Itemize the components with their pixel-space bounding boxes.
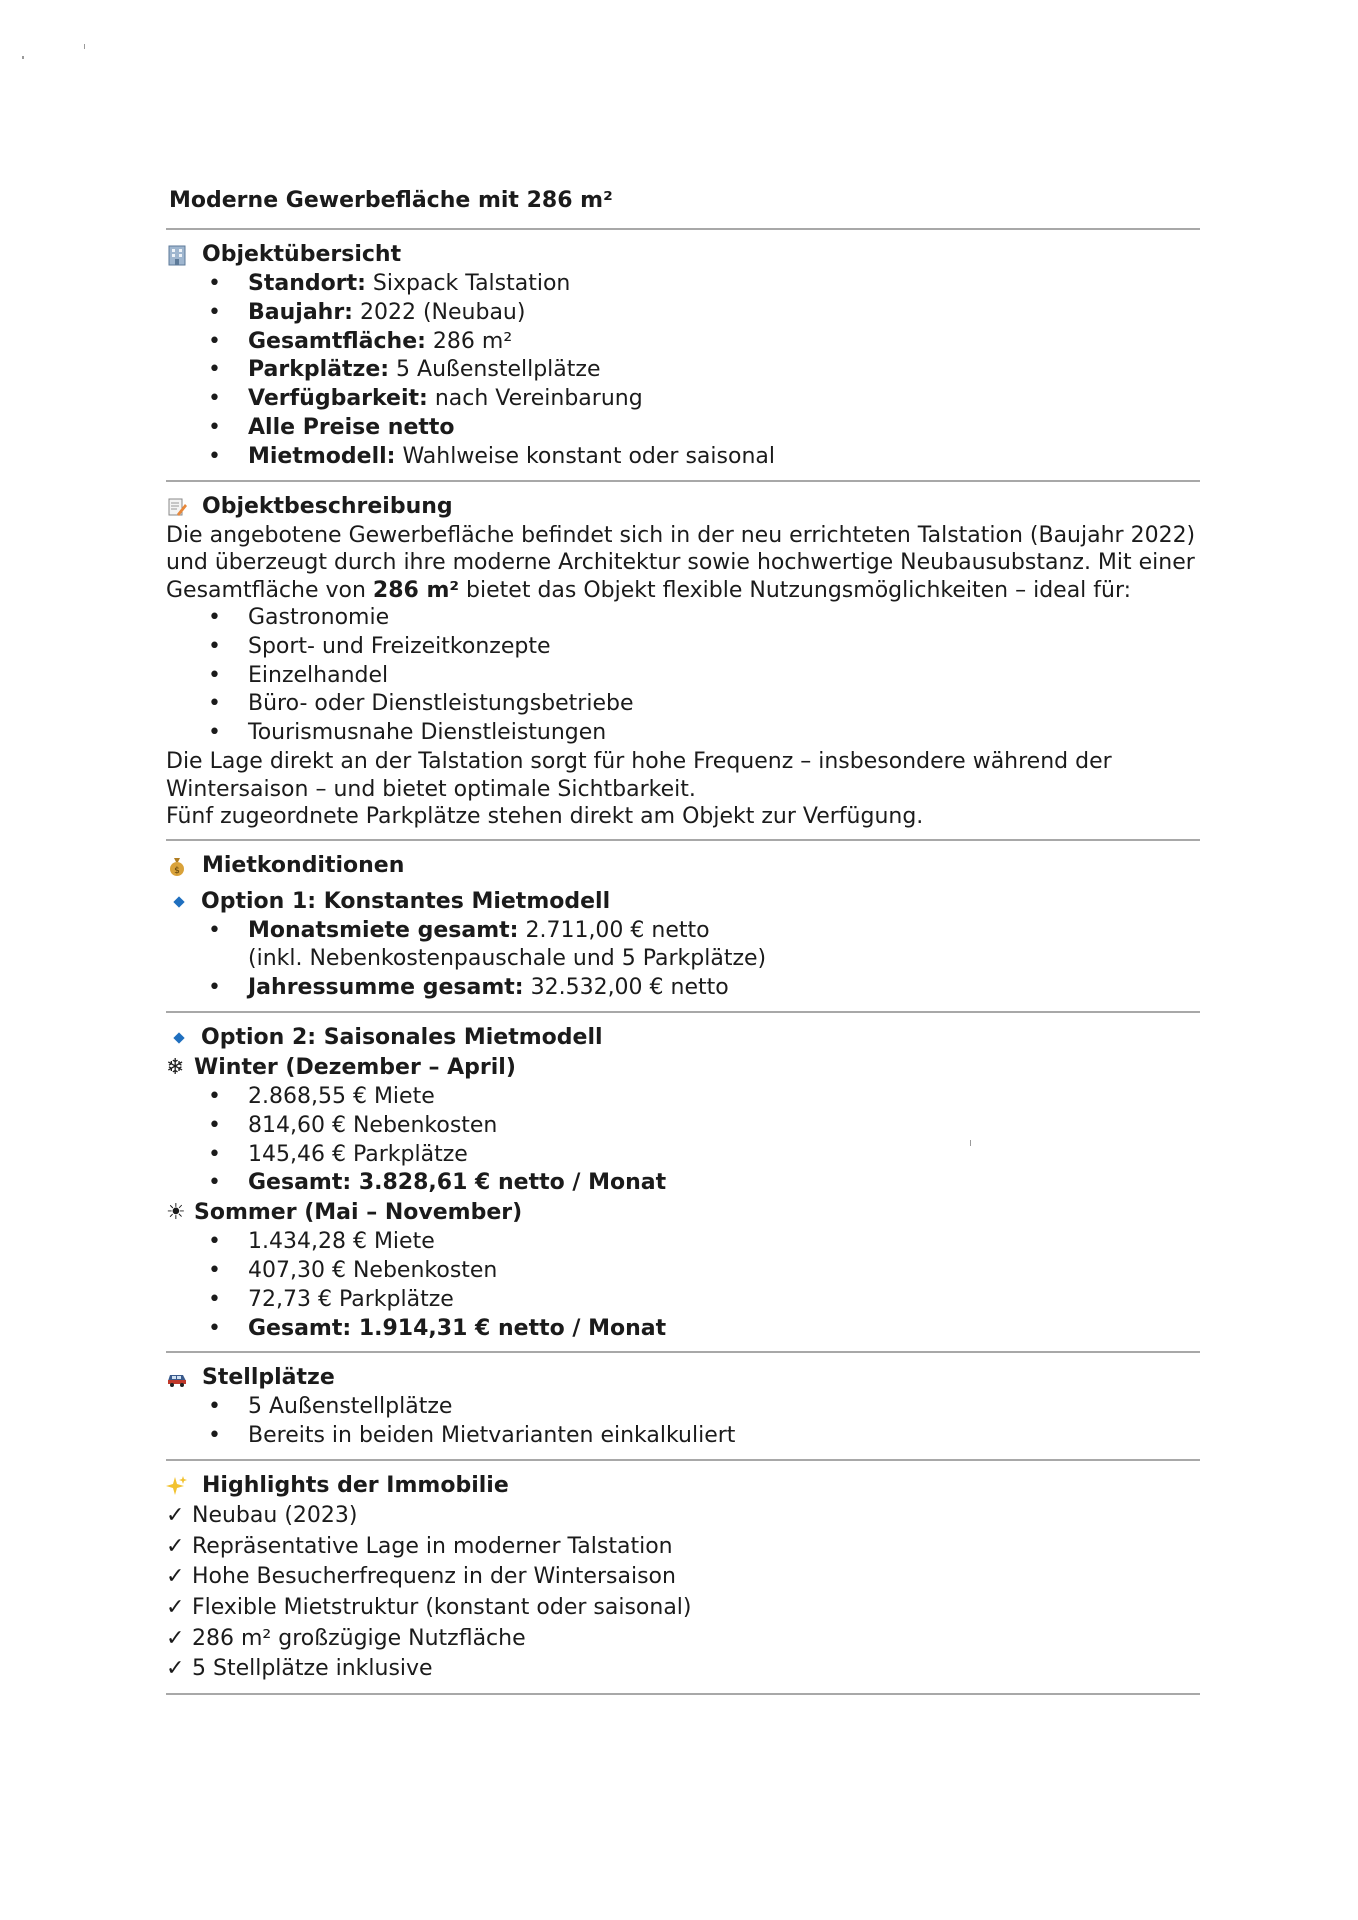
list-item: • Tourismusnahe Dienstleistungen [208, 719, 1200, 748]
highlights-heading [166, 1471, 1200, 1501]
section-divider [166, 228, 1200, 230]
parking-paragraph: Fünf zugeordnete Parkplätze stehen direkt am Objekt zur Verfügung. [166, 804, 924, 830]
winter-heading: ❄ Winter (Dezember – April) [166, 1053, 1200, 1083]
sun-icon: ☀ [166, 1200, 186, 1226]
section-divider [166, 1693, 1200, 1695]
section-divider [166, 1459, 1200, 1461]
option-1-list [166, 917, 1200, 1003]
scan-speck [22, 56, 24, 59]
title-strong: 286 m² [526, 188, 613, 213]
document-title [169, 186, 1200, 216]
overview-list [166, 270, 1200, 472]
check-icon: ✓ [166, 1564, 185, 1590]
snowflake-icon: ❄ [166, 1054, 185, 1080]
diamond-icon [173, 896, 184, 907]
list-item: • 407,30 € Nebenkosten [208, 1257, 1200, 1286]
car-icon [166, 1367, 188, 1389]
location-paragraph: Die Lage direkt an der Talstation sorgt für hohe Frequenz – insbesondere während der Wintersaison – und bietet optimale Sichtbarkeit. [166, 749, 1112, 802]
memo-icon [166, 496, 188, 518]
rent-heading [166, 851, 1200, 881]
svg-text:$: $ [174, 865, 180, 876]
list-item: • Gesamt: 1.914,31 € netto / Monat [208, 1315, 1200, 1344]
list-item: • Standort: Sixpack Talstation [208, 270, 1200, 299]
list-item: • Gesamt: 3.828,61 € netto / Monat [208, 1169, 1200, 1198]
list-item: ✓ Flexible Mietstruktur (konstant oder saisonal) [166, 1593, 1200, 1624]
option-1-heading: Option 1: Konstantes Mietmodell [166, 887, 1200, 917]
section-divider [166, 1011, 1200, 1013]
list-item: • Jahressumme gesamt: 32.532,00 € netto [208, 974, 1200, 1003]
list-item: ✓ Hohe Besucherfrequenz in der Wintersaison [166, 1562, 1200, 1593]
list-item: • Büro- oder Dienstleistungsbetriebe [208, 690, 1200, 719]
overview-heading [166, 240, 1200, 270]
highlights-heading-text: Highlights der Immobilie [202, 1472, 509, 1498]
building-icon [166, 244, 188, 266]
document-content [166, 186, 1200, 1705]
list-item: • Monatsmiete gesamt: 2.711,00 € netto (inkl. Nebenkostenpauschale und 5 Parkplätze) [208, 917, 1200, 975]
list-item: • Baujahr: 2022 (Neubau) [208, 299, 1200, 328]
parking-list [166, 1393, 1200, 1451]
check-icon: ✓ [166, 1595, 185, 1621]
list-item: • 814,60 € Nebenkosten [208, 1112, 1200, 1141]
list-item: • Alle Preise netto [208, 414, 1200, 443]
title-text: Moderne Gewerbefläche mit [169, 188, 527, 213]
list-item: • Sport- und Freizeitkonzepte [208, 633, 1200, 662]
section-divider [166, 839, 1200, 841]
list-item: • Mietmodell: Wahlweise konstant oder saisonal [208, 443, 1200, 472]
description-heading [166, 492, 1200, 522]
list-item: • Einzelhandel [208, 662, 1200, 691]
parking-heading [166, 1363, 1200, 1393]
list-item: • Verfügbarkeit: nach Vereinbarung [208, 385, 1200, 414]
summer-heading: ☀ Sommer (Mai – November) [166, 1198, 1200, 1228]
list-item: • 145,46 € Parkplätze [208, 1141, 1200, 1170]
section-divider [166, 480, 1200, 482]
section-divider [166, 1351, 1200, 1353]
highlights-list [166, 1501, 1200, 1685]
summer-list [166, 1228, 1200, 1343]
sparkles-icon [166, 1475, 188, 1497]
diamond-icon [173, 1032, 184, 1043]
uses-list [166, 604, 1200, 748]
winter-list [166, 1083, 1200, 1198]
list-item: • 72,73 € Parkplätze [208, 1286, 1200, 1315]
list-item: • Gastronomie [208, 604, 1200, 633]
description-paragraph: Die angebotene Gewerbefläche befindet sich in der neu errichteten Talstation (Baujahr 2022) und überzeugt durch ihre moderne Architektur sowie hochwertige Neubausubstanz. Mit einer Gesamtfläche von 286 m² bietet das Objekt flexible Nutzungsmöglichkeiten – ideal für: [166, 522, 1196, 603]
check-icon: ✓ [166, 1533, 185, 1559]
overview-heading-text: Objektübersicht [202, 242, 402, 267]
list-item: • Parkplätze: 5 Außenstellplätze [208, 356, 1200, 385]
list-item: • Gesamtfläche: 286 m² [208, 328, 1200, 357]
list-item: • 1.434,28 € Miete [208, 1228, 1200, 1257]
description-heading-text: Objektbeschreibung [202, 493, 453, 519]
money-bag-icon [166, 855, 188, 877]
rent-heading-text: Mietkonditionen [202, 852, 405, 878]
check-icon: ✓ [166, 1625, 185, 1651]
list-item: ✓ 5 Stellplätze inklusive [166, 1654, 1200, 1685]
check-icon: ✓ [166, 1502, 185, 1528]
option-2-heading: Option 2: Saisonales Mietmodell [166, 1023, 1200, 1053]
list-item: • Bereits in beiden Mietvarianten einkalkuliert [208, 1422, 1200, 1451]
list-item: • 5 Außenstellplätze [208, 1393, 1200, 1422]
list-item: ✓ 286 m² großzügige Nutzfläche [166, 1624, 1200, 1655]
list-item: ✓ Repräsentative Lage in moderner Talstation [166, 1532, 1200, 1563]
check-icon: ✓ [166, 1656, 185, 1682]
parking-heading-text: Stellplätze [202, 1365, 335, 1391]
list-item: • 2.868,55 € Miete [208, 1083, 1200, 1112]
list-item: ✓ Neubau (2023) [166, 1501, 1200, 1532]
scan-speck [84, 44, 85, 49]
